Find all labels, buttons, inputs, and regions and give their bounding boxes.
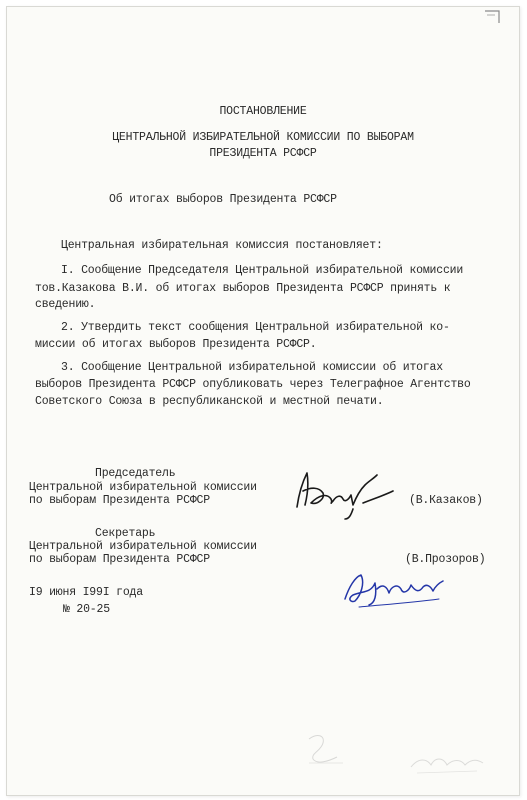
document-sheet — [6, 6, 520, 796]
paragraph-1-line2: тов.Казакова В.И. об итогах выборов Президента РСФСР принять к — [35, 282, 451, 295]
document-issuer-line1: ЦЕНТРАЛЬНОЙ ИЗБИРАТЕЛЬНОЙ КОМИССИИ ПО ВЫБОРАМ — [112, 131, 414, 144]
chair-name: (В.Казаков) — [409, 494, 483, 507]
paragraph-1-line1: I. Сообщение Председателя Центральной избирательной комиссии — [61, 264, 464, 277]
document-issuer-line2: ПРЕЗИДЕНТА РСФСР — [209, 147, 317, 160]
secretary-title-line2: Центральной избирательной комиссии — [29, 540, 257, 553]
paragraph-1-line3: сведению. — [35, 298, 96, 311]
chair-title-line3: по выборам Президента РСФСР — [29, 494, 210, 507]
secretary-name: (В.Прозоров) — [405, 553, 486, 566]
page-corner-mark-icon — [483, 9, 501, 25]
paragraph-2-line1: 2. Утвердить текст сообщения Центральной избирательной ко- — [61, 321, 450, 334]
secretary-signature-icon — [339, 569, 449, 609]
chair-signature-icon — [293, 465, 397, 521]
faint-archive-mark-icon — [407, 747, 487, 777]
document-intro: Центральная избирательная комиссия постановляет: — [61, 239, 383, 252]
document-number: № 20-25 — [63, 603, 110, 616]
secretary-title-line3: по выборам Президента РСФСР — [29, 553, 210, 566]
paragraph-3-line3: Советского Союза в республиканской и местной печати. — [35, 395, 384, 408]
paragraph-3-line2: выборов Президента РСФСР опубликовать через Телеграфное Агентство — [35, 378, 471, 391]
document-subject: Об итогах выборов Президента РСФСР — [109, 193, 337, 206]
secretary-title: Секретарь — [95, 527, 156, 540]
paragraph-3-line1: 3. Сообщение Центральной избирательной комиссии об итогах — [61, 361, 443, 374]
document-date: I9 июня I99I года — [29, 586, 143, 599]
faint-stamp-mark-icon — [303, 729, 373, 769]
chair-title-line2: Центральной избирательной комиссии — [29, 481, 257, 494]
chair-title: Председатель — [95, 467, 176, 480]
paragraph-2-line2: миссии об итогах выборов Президента РСФСР. — [35, 338, 317, 351]
document-heading: ПОСТАНОВЛЕНИЕ — [219, 105, 307, 118]
